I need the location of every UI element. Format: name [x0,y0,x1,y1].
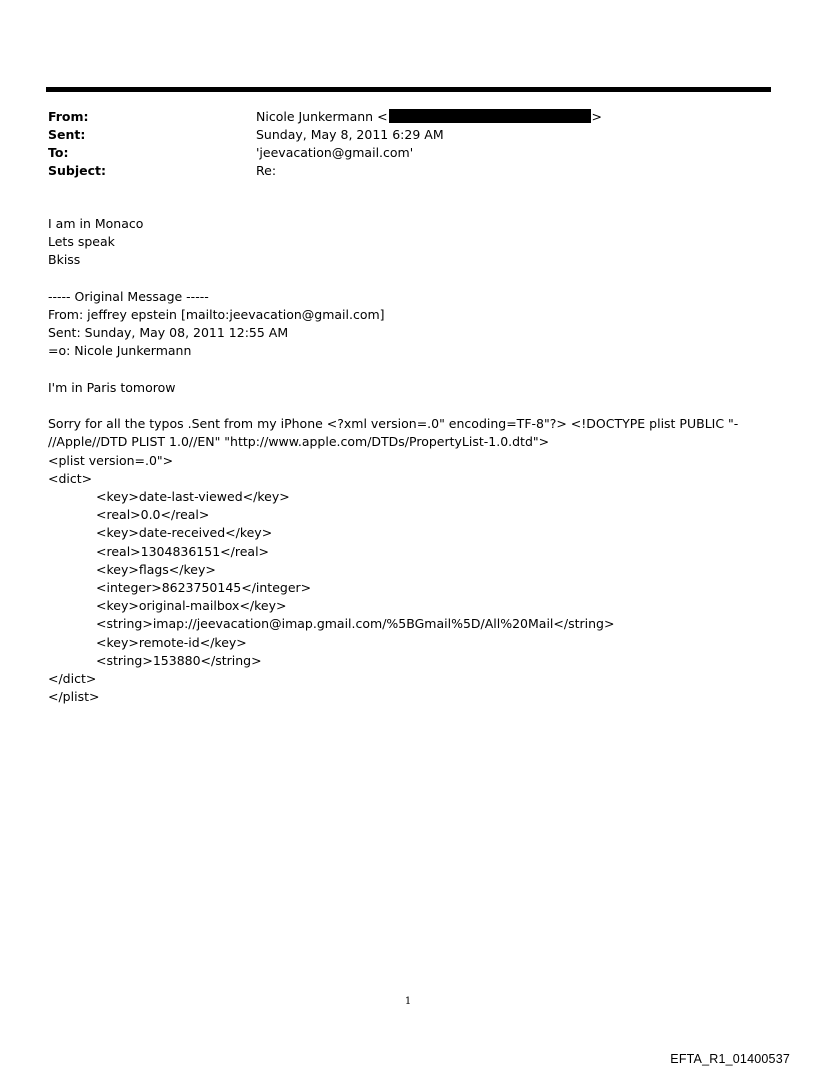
header-rule [46,87,771,92]
original-to: =o: Nicole Junkermann [48,343,192,359]
reply-line: Bkiss [48,252,81,268]
subject-label: Subject: [48,163,106,178]
dict-entry: <key>original-mailbox</key> [96,598,287,614]
from-close: > [591,109,603,124]
dict-entry: <string>153880</string> [96,652,262,668]
original-from: From: jeffrey epstein [mailto:jeevacation@gmail.com] [48,307,385,322]
dict-entry: <key>flags</key> [96,561,216,577]
sent-value: Sunday, May 8, 2011 6:29 AM [256,127,444,142]
from-value [256,108,602,126]
original-message-divider: ----- Original Message ----- [48,288,209,304]
from-label: From: [48,109,89,124]
to-label: To: [48,145,69,160]
from-name: Nicole Junkermann < [256,109,388,124]
redaction-box [389,109,591,123]
dict-entry: <key>date-received</key> [96,525,273,541]
original-sent: Sent: Sunday, May 08, 2011 12:55 AM [48,325,289,341]
signature-line: Sorry for all the typos .Sent from my iPhone <?xml version=.0" encoding=TF-8"?> <!DOCTYPE plist PUBLIC "- [48,416,739,432]
reply-line: Lets speak [48,234,115,250]
dict-entry: <string>imap://jeevacation@imap.gmail.com/%5BGmail%5D/All%20Mail</string> [96,616,615,632]
dict-entry: <key>date-last-viewed</key> [96,489,290,504]
dict-close: </dict> [48,671,97,687]
dict-entry: <real>0.0</real> [96,507,210,523]
reply-line: I am in Monaco [48,216,144,231]
dict-entry: <key>remote-id</key> [96,634,247,650]
subject-value: Re: [256,163,277,178]
page-number: 1 [404,996,412,1007]
plist-close: </plist> [48,689,100,705]
signature-line: //Apple//DTD PLIST 1.0//EN" "http://www.apple.com/DTDs/PropertyList-1.0.dtd"> [48,434,550,450]
to-value: 'jeevacation@gmail.com' [256,145,414,160]
bates-number: EFTA_R1_01400537 [670,1052,790,1066]
dict-open: <dict> [48,470,93,486]
plist-open: <plist version=.0"> [48,452,174,468]
dict-entry: <real>1304836151</real> [96,543,270,559]
original-message-text: I'm in Paris tomorow [48,379,176,395]
email-body [48,215,748,706]
sent-label: Sent: [48,127,86,142]
dict-entry: <integer>8623750145</integer> [96,580,312,596]
